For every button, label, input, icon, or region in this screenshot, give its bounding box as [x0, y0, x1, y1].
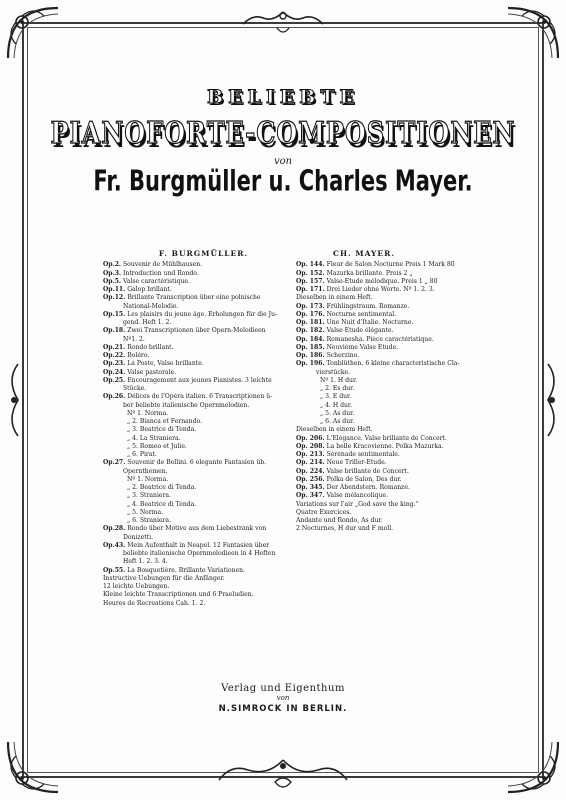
opus-number: Op.15. [103, 310, 126, 318]
title-beliebte: BELIEBTE [207, 86, 359, 108]
work-entry [103, 261, 286, 269]
work-entry [103, 294, 286, 302]
work-title: Mein Aufenthalt in Neapel. 12 Fantasien über [127, 541, 270, 549]
title-composers: Fr. Burgmüller u. Charles Mayer. [93, 164, 473, 198]
opus-number: Op.3. [103, 269, 122, 277]
work-entry [296, 459, 472, 467]
work-entry [103, 468, 286, 476]
work-title: Dieselben in einem Heft. [296, 294, 373, 302]
work-entry [296, 327, 472, 335]
opus-number: Op.2. [103, 261, 122, 269]
work-entry [296, 476, 472, 484]
work-entry [103, 550, 286, 558]
opus-number: Op.55. [103, 566, 126, 574]
work-title: Andante und Rondo, As dur. [296, 517, 383, 524]
work-title: Neuvième Valse Etude. [326, 343, 399, 351]
work-title: Souvenir de Bellini. 6 elegante Fantasien üb. [127, 459, 267, 467]
opus-number: Op.5. [103, 277, 122, 285]
opus-number: Op.11. [103, 286, 126, 293]
work-entry [103, 336, 286, 344]
work-title: Sérénade sentimentale. [326, 451, 400, 458]
work-entry [296, 410, 472, 418]
work-title: Rondo über Motive aus dem Liebestrank von [127, 525, 267, 533]
opus-number: Op. 182. [296, 327, 325, 335]
work-entry [296, 344, 472, 352]
work-entry [103, 270, 286, 278]
opus-number: Op.12. [103, 294, 126, 302]
opus-number: Op. 184. [296, 335, 325, 343]
work-entry [103, 591, 286, 599]
opus-number: Op. 213. [296, 451, 325, 458]
work-entry [103, 583, 286, 591]
work-entry [296, 451, 472, 459]
work-title: Rondo brillant. [127, 343, 174, 351]
opus-number: Op.43. [103, 541, 126, 549]
work-title: Quatre Exercices. [296, 508, 352, 516]
work-entry [296, 418, 472, 426]
work-title: Scherzino. [326, 352, 360, 359]
opus-number: Op. 185. [296, 343, 325, 351]
work-entry [296, 377, 472, 385]
work-title: „ 3. Beatrice di Tenda. [127, 426, 197, 434]
work-title: Les plaisirs du jeune âge. Erholungen für die Ju- [127, 310, 278, 318]
publisher-name: N.SIMROCK IN BERLIN. [218, 704, 348, 714]
work-title: Donizetti. [123, 533, 154, 541]
work-entry [103, 525, 286, 533]
work-title: „ 5. Romeo et Julie. [127, 442, 187, 450]
work-entry [103, 558, 286, 566]
mayer-column [296, 250, 472, 534]
top-ornament [233, 8, 333, 38]
opus-number: Op. 176. [296, 310, 325, 318]
work-title: Heures de Recreations Cah. 1. 2. [103, 599, 206, 607]
work-title: Nº 1. Norma. [127, 475, 169, 483]
work-entry [103, 360, 286, 368]
work-entry [103, 426, 286, 434]
work-entry [296, 303, 472, 311]
work-title: Souvenir de Mühlhausen. [123, 261, 203, 269]
opus-number: Op.22. [103, 352, 126, 359]
work-title: Dieselben in einem Heft. [296, 426, 373, 434]
work-title: Galop brillant. [127, 286, 172, 293]
work-entry [103, 542, 286, 550]
work-title: Neue Triller-Etude. [326, 459, 387, 467]
opus-number: Op. 196. [296, 360, 325, 368]
work-entry [296, 270, 472, 278]
work-title: ber beliebte italienische Opernmelodien. [123, 401, 250, 409]
work-entry [296, 492, 472, 500]
opus-number: Op. 144. [296, 261, 325, 269]
work-entry [296, 525, 472, 533]
corner-ornament [504, 738, 562, 796]
work-entry [103, 393, 286, 401]
work-title: Nº 1. H dur. [320, 376, 358, 384]
work-title: 12 leichte Uebungen. [103, 583, 170, 590]
work-entry [103, 517, 286, 525]
work-title: Stücke. [123, 385, 147, 392]
work-entry [103, 459, 286, 467]
work-entry [103, 319, 286, 327]
work-title: „ 2. Es dur. [320, 385, 355, 392]
work-title: Mazurka brillante. Preis 2 „ [326, 269, 413, 277]
work-entry [103, 377, 286, 385]
opus-number: Op.28. [103, 525, 126, 533]
side-ornament [542, 360, 562, 440]
work-entry [103, 410, 286, 418]
work-title: Valse caractéristique. [123, 277, 190, 285]
work-entry [103, 311, 286, 319]
work-title: Kleine leichte Transcriptionen und 6 Praeludien. [103, 591, 254, 599]
publisher-line-1: Verlag und Eigenthum [221, 683, 345, 694]
work-entry [296, 286, 472, 294]
work-title: Der Abendstern. Romanze. [326, 484, 410, 491]
work-title: Valse-Etude mélodique. Preis 1 „ 80 [326, 277, 438, 285]
work-title: Valse pastorale. [127, 368, 177, 376]
bottom-ornament [213, 752, 353, 792]
work-title: Valse Etude élégante. [326, 327, 394, 335]
work-entry [103, 278, 286, 286]
work-entry [296, 336, 472, 344]
work-entry [103, 443, 286, 451]
opus-number: Op.24. [103, 368, 126, 376]
work-title: „ 3. Straniera. [127, 492, 171, 500]
opus-number: Op. 214. [296, 459, 325, 467]
work-entry [103, 501, 286, 509]
work-title: „ 2. Beatrice di Tenda. [127, 484, 197, 491]
work-title: Heft 1. 2. 3. 4. [123, 558, 168, 566]
work-entry [103, 385, 286, 393]
work-title: Drei Lieder ohne Worte. Nº 1. 2. 3. [326, 286, 435, 293]
work-entry [103, 435, 286, 443]
work-entry [296, 443, 472, 451]
publisher-line-2: von [276, 694, 290, 702]
work-title: Nocturne sentimental. [326, 310, 397, 318]
opus-number: Op. 152. [296, 269, 325, 277]
burgmuller-column [103, 250, 286, 608]
opus-number: Op. 171. [296, 286, 325, 293]
work-entry [103, 327, 286, 335]
work-entry [296, 484, 472, 492]
work-title: „ 2. Bianca et Fernando. [127, 418, 203, 425]
work-entry [296, 468, 472, 476]
work-title: Boléro. [127, 352, 150, 359]
work-title: Valse mélancolique. [326, 492, 388, 500]
work-title: „ 6. Straniera. [127, 517, 171, 524]
work-title: „ 5. Norma. [127, 508, 164, 516]
work-entry [103, 476, 286, 484]
work-entry [103, 303, 286, 311]
column-heading-mayer: CH. MAYER. [333, 249, 395, 258]
work-entry [103, 492, 286, 500]
work-title: L'Élégance. Valse brillante de Concert. [326, 434, 447, 442]
work-entry [103, 369, 286, 377]
work-title: Zwei Transcriptionen über Opern-Melodieen [127, 327, 266, 335]
burgmuller-works-list [103, 261, 286, 608]
work-title: „ 5. As dur. [320, 409, 355, 417]
work-entry [296, 311, 472, 319]
work-title: „ 3. E dur. [320, 393, 352, 401]
work-entry [103, 402, 286, 410]
column-heading-burgmuller: F. BURGMÜLLER. [158, 249, 249, 258]
opus-number: Op. 206. [296, 434, 325, 442]
work-entry [103, 600, 286, 608]
side-ornament [4, 360, 24, 440]
work-entry [103, 484, 286, 492]
opus-number: Op. 173. [296, 302, 325, 310]
work-title: Fleur de Salon Nocturne Preis 1 Mark 80 [326, 261, 455, 269]
title-von: von [273, 156, 293, 167]
work-title: La Bouquetière. Brillante Variationen. [127, 566, 245, 574]
work-entry [296, 352, 472, 360]
opus-number: Op.21. [103, 343, 126, 351]
work-entry [296, 294, 472, 302]
work-entry [296, 360, 472, 368]
corner-ornament [4, 4, 62, 62]
work-entry [296, 278, 472, 286]
work-title: beliebte italienische Opernmelodieen in 4 Heften [123, 550, 276, 557]
work-title: Tonblüthen. 6 kleine characteristische Cla- [326, 360, 460, 368]
work-entry [296, 426, 472, 434]
work-title: Nº 1. Norma. [127, 409, 169, 417]
work-title: gend. Heft 1. 2. [123, 319, 172, 326]
opus-number: Op. 208. [296, 442, 325, 450]
corner-ornament [504, 4, 562, 62]
opus-number: Op.18. [103, 327, 126, 335]
work-entry [103, 509, 286, 517]
work-title: La belle Kracovienne. Polka Mazurka. [326, 442, 444, 450]
opus-number: Op. 224. [296, 467, 325, 475]
work-title: „ 4. H dur. [320, 401, 353, 409]
work-title: „ 4. Beatrice di Tenda. [127, 500, 197, 508]
work-entry [296, 385, 472, 393]
work-entry [296, 319, 472, 327]
work-entry [296, 369, 472, 377]
corner-ornament [4, 738, 62, 796]
work-entry [296, 509, 472, 517]
work-title: Opernthemen. [123, 467, 168, 475]
work-title: Variations sur l'air „God save the king.“ [296, 500, 419, 508]
work-entry [296, 517, 472, 525]
work-entry [103, 418, 286, 426]
work-title: La Poste, Valse brillante. [127, 360, 204, 368]
work-entry [103, 344, 286, 352]
work-entry [103, 575, 286, 583]
work-title: „ 6. As dur. [320, 418, 355, 425]
work-title: „ 4. La Straniera. [127, 434, 181, 442]
work-entry [296, 435, 472, 443]
work-entry [103, 567, 286, 575]
opus-number: Op.27. [103, 459, 126, 467]
opus-number: Op.26. [103, 393, 126, 401]
work-title: Romanesha. Pièce caractéristique. [326, 335, 434, 343]
work-entry [103, 286, 286, 294]
opus-number: Op. 181. [296, 319, 325, 326]
work-title: Instructive Uebungen für die Anfänger. [103, 574, 225, 582]
title-compositionen: PIANOFORTE-COMPOSITIONEN [50, 114, 516, 151]
work-entry [296, 261, 472, 269]
work-title: Encouragement aux jeunes Pianistes. 3 leichte [127, 376, 272, 384]
work-title: Polka de Salon, Des dur. [326, 475, 402, 483]
mayer-works-list [296, 261, 472, 533]
work-title: Introduction und Rondo. [123, 269, 199, 277]
work-title: Une Nuit d'Italie. Nocturne. [326, 319, 414, 326]
work-title: Brillante Transcription über eine polnische [127, 294, 261, 302]
opus-number: Op.25. [103, 376, 126, 384]
opus-number: Op.23. [103, 360, 126, 368]
work-title: „ 6. Pirat. [127, 451, 157, 458]
work-entry [296, 501, 472, 509]
work-entry [103, 451, 286, 459]
work-title: Valse brillante de Concert. [326, 467, 409, 475]
work-entry [296, 402, 472, 410]
work-title: vierstücke. [316, 368, 351, 376]
work-title: Nº1. 2. [123, 335, 145, 343]
opus-number: Op. 347. [296, 492, 325, 500]
opus-number: Op. 157. [296, 277, 325, 285]
work-title: Délices de l'Opéra italien. 6 Transcriptionen ü- [127, 393, 273, 401]
work-entry [103, 534, 286, 542]
work-title: National-Melodie. [123, 302, 179, 310]
opus-number: Op. 256. [296, 475, 325, 483]
work-title: 2 Nocturnes, H dur und F moll. [296, 525, 394, 533]
opus-number: Op. 345. [296, 484, 325, 491]
work-entry [296, 393, 472, 401]
work-entry [103, 352, 286, 360]
work-title: Frühlingstraum. Romanze. [326, 302, 410, 310]
opus-number: Op. 186. [296, 352, 325, 359]
